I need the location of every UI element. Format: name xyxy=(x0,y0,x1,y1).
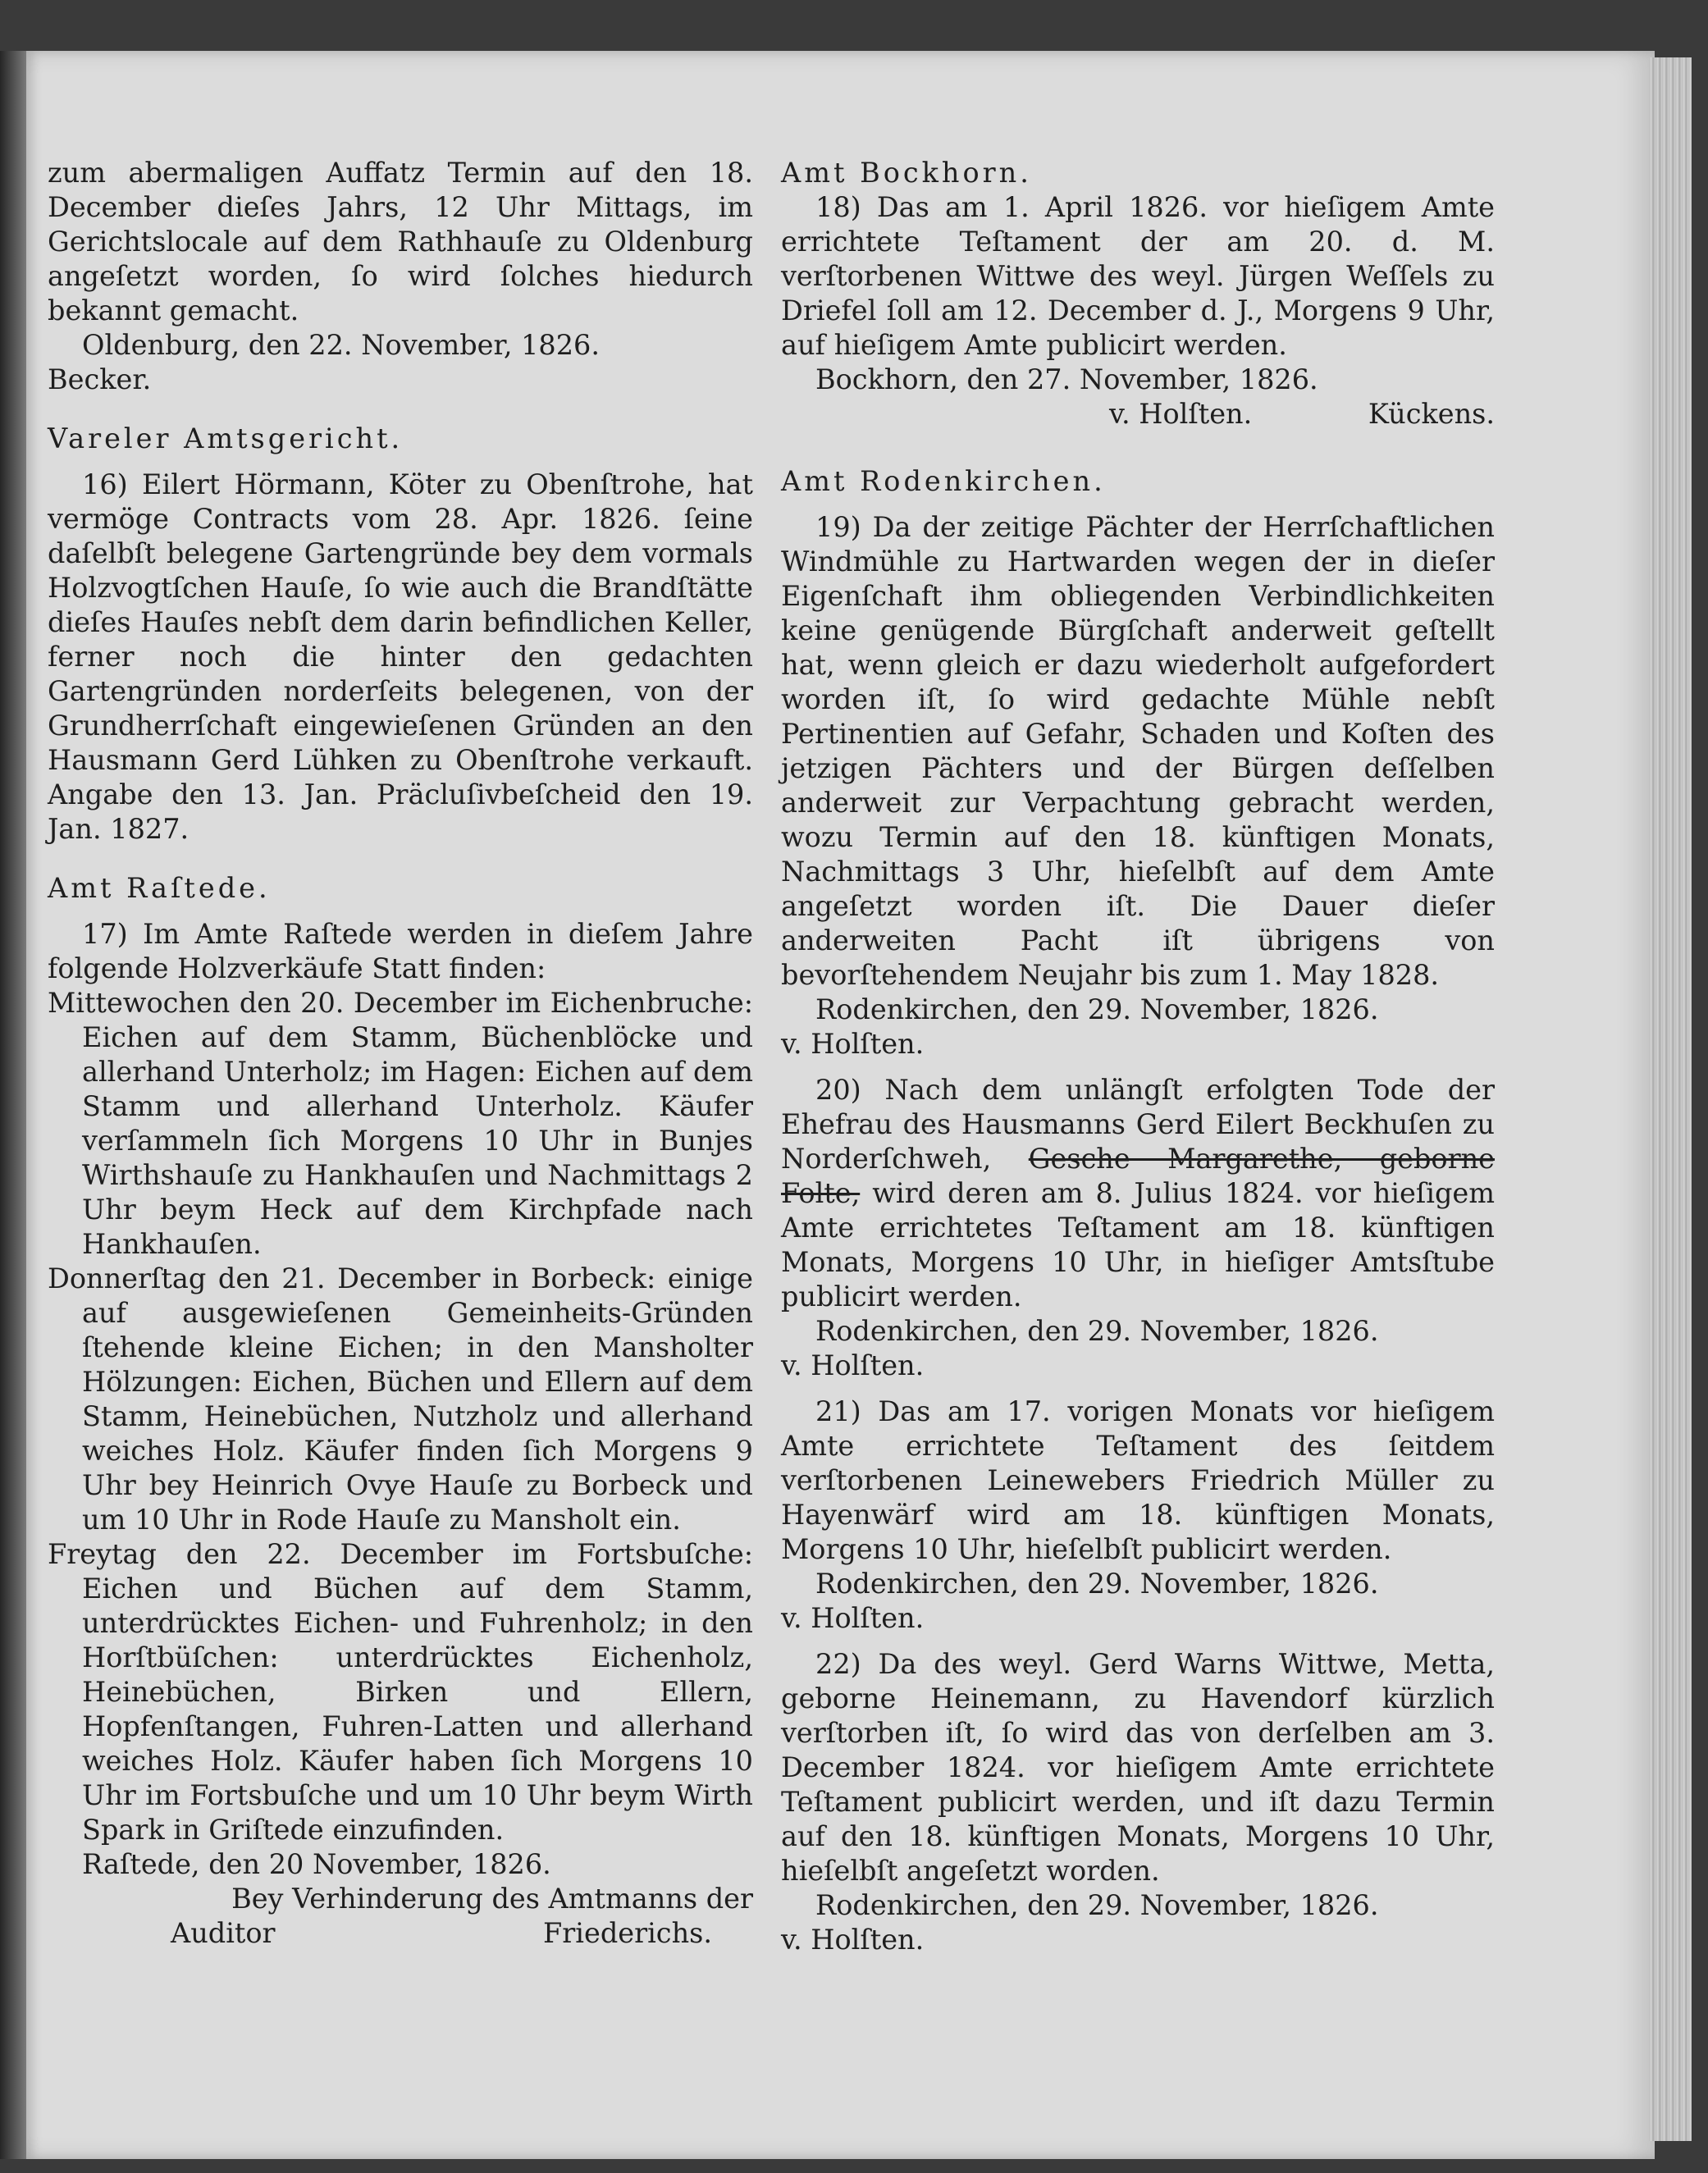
paragraph-intro: zum abermaligen Auffatz Termin auf den 18. December dieſes Jahrs, 12 Uhr Mittags, im Gerichtslocale auf dem Rathhauſe zu Oldenburg angeſetzt worden, ſo wird ſolches hiedurch bekannt gemacht. xyxy=(48,157,753,326)
paragraph-17-item: Mittewochen den 20. December im Eichenbruche: Eichen auf dem Stamm, Büchenblöcke und allerhand Unterholz; im Hagen: Eichen auf dem Stamm und allerhand Unterholz. Käufer verſammeln ſich Morgens 10 Uhr in Bunjes Wirthshauſe zu Hankhauſen und Nachmittags 2 Uhr beym Heck auf dem Kirchpfade nach Hankhauſen. xyxy=(48,987,753,1260)
signature: v. Holſten. xyxy=(781,1349,925,1381)
place-date: Rodenkirchen, den 29. November, 1826. xyxy=(815,993,1379,1025)
signature: Friederichs. xyxy=(543,1917,712,1949)
paragraph-17-item: Freytag den 22. December im Fortsbuſche: Eichen und Büchen auf dem Stamm, unterdrücktes Eichen- und Fuhrenholz; in den Horſtbüſchen: unterdrücktes Eichenholz, Heinebüchen, Birken und Ellern, Hopfenſtangen, Fuhren-Latten und allerhand weiches Holz. Käufer haben ſich Morgens 10 Uhr im Fortsbuſche und um 10 Uhr beym Wirth Spark in Griſtede einzufinden. xyxy=(48,1538,753,1846)
paragraph-20-text: 20) Nach dem unlängſt erfolgten Tode der Ehefrau des Hausmanns Gerd Eilert Beckhuſen zu Norderſchweh, xyxy=(781,1074,1495,1175)
book-gutter xyxy=(0,51,26,2159)
signature: Becker. xyxy=(48,363,152,395)
paragraph-19: 19) Da der zeitige Pächter der Herrſchaftlichen Windmühle zu Hartwarden wegen der in dieſer Eigenſchaft ihm obliegenden Verbindlichkeiten keine genügende Bürgſchaft anderweit geſtellt hat, wenn gleich er dazu wiederholt aufgefordert worden iſt, ſo wird gedachte Mühle nebſt Pertinentien auf Gefahr, Schaden und Koſten des jetzigen Pächters und der Bürgen deſſelben anderweit zur Verpachtung gebracht werden, wozu Termin auf den 18. künftigen Monats, Nachmittags 3 Uhr, hieſelbſt auf dem Amte angeſetzt worden iſt. Die Dauer dieſer anderweiten Pacht iſt übrigens von bevorſtehendem Neujahr bis zum 1. May 1828. xyxy=(781,511,1495,991)
page-edges xyxy=(1649,57,1692,2141)
signature-line: Bey Verhinderung des Amtmanns der xyxy=(231,1883,753,1915)
paragraph-22: 22) Da des weyl. Gerd Warns Wittwe, Metta, geborne Heinemann, zu Havendorf kürzlich verſtorben iſt, ſo wird das von derſelben am 3. December 1824. vor hieſigem Amte errichtete Teſtament publicirt werden, und iſt dazu Termin auf den 18. künftigen Monats, Morgens 10 Uhr, hieſelbſt angeſetzt worden. xyxy=(781,1648,1495,1887)
place-date: Rodenkirchen, den 29. November, 1826. xyxy=(815,1568,1379,1600)
signature: Kückens. xyxy=(1368,398,1495,430)
left-column xyxy=(48,156,753,1951)
place-date: Rodenkirchen, den 29. November, 1826. xyxy=(815,1889,1379,1921)
signature-title: Auditor xyxy=(171,1917,276,1949)
paragraph-20-text: wird deren am 8. Julius 1824. vor hieſigem Amte errichtetes Teſtament am 18. künftigen Monats, Morgens 10 Uhr, in hieſiger Amtsſtube publicirt werden. xyxy=(781,1177,1495,1312)
place-date: Rodenkirchen, den 29. November, 1826. xyxy=(815,1315,1379,1347)
place-date: Raſtede, den 20 November, 1826. xyxy=(82,1848,551,1880)
section-heading-varel: Vareler Amtsgericht. xyxy=(48,422,404,454)
paragraph-17: 17) Im Amte Raſtede werden in dieſem Jahre folgende Holzverkäufe Statt finden: xyxy=(48,918,753,984)
struck-text: Gesche Margarethe, geborne Folte, xyxy=(781,1143,1496,1209)
paragraph-18: 18) Das am 1. April 1826. vor hieſigem Amte errichtete Teſtament der am 20. d. M. verſtorbenen Wittwe des weyl. Jürgen Weſſels zu Driefel ſoll am 12. December d. J., Morgens 9 Uhr, auf hieſigem Amte publicirt werden. xyxy=(781,191,1495,361)
place-date: Oldenburg, den 22. November, 1826. xyxy=(82,329,601,361)
signature: v. Holſten. xyxy=(781,1924,925,1956)
section-heading-bockhorn: Amt Bockhorn. xyxy=(781,157,1032,189)
paragraph-20 xyxy=(781,1073,1495,1314)
paragraph-16: 16) Eilert Hörmann, Köter zu Obenſtrohe, hat vermöge Contracts vom 28. Apr. 1826. ſeine daſelbſt belegene Gartengründe bey dem vormals Holzvogtſchen Hauſe, ſo wie auch die Brandſtätte dieſes Hauſes nebſt dem darin befindlichen Keller, ferner noch die hinter den gedachten Gartengründen norderſeits belegenen, von der Grundherrſchaft eingewieſenen Gründen an den Hausmann Gerd Lühken zu Obenſtrohe verkauft. Angabe den 13. Jan. Präcluſivbeſcheid den 19. Jan. 1827. xyxy=(48,468,753,845)
paragraph-17-item: Donnerſtag den 21. December in Borbeck: einige auf ausgewieſenen Gemeinheits-Gründen ſtehende kleine Eichen; in den Mansholter Hölzungen: Eichen, Büchen und Ellern auf dem Stamm, Heinebüchen, Nutzholz und allerhand weiches Holz. Käufer finden ſich Morgens 9 Uhr bey Heinrich Ovye Hauſe zu Borbeck und um 10 Uhr in Rode Hauſe zu Mansholt ein. xyxy=(48,1262,753,1536)
section-heading-rastede: Amt Raſtede. xyxy=(48,872,271,904)
signature: v. Holſten. xyxy=(781,1028,925,1060)
paragraph-21: 21) Das am 17. vorigen Monats vor hieſigem Amte errichtete Teſtament des ſeitdem verſtorbenen Leinewebers Friedrich Müller zu Hayenwärf wird am 18. künftigen Monats, Morgens 10 Uhr, hieſelbſt publicirt werden. xyxy=(781,1395,1495,1565)
place-date: Bockhorn, den 27. November, 1826. xyxy=(815,363,1318,395)
signature: v. Holſten. xyxy=(781,1602,925,1634)
signature: v. Holſten. xyxy=(1109,398,1253,430)
section-heading-rodenkirchen: Amt Rodenkirchen. xyxy=(781,465,1106,497)
right-column xyxy=(781,156,1495,1957)
